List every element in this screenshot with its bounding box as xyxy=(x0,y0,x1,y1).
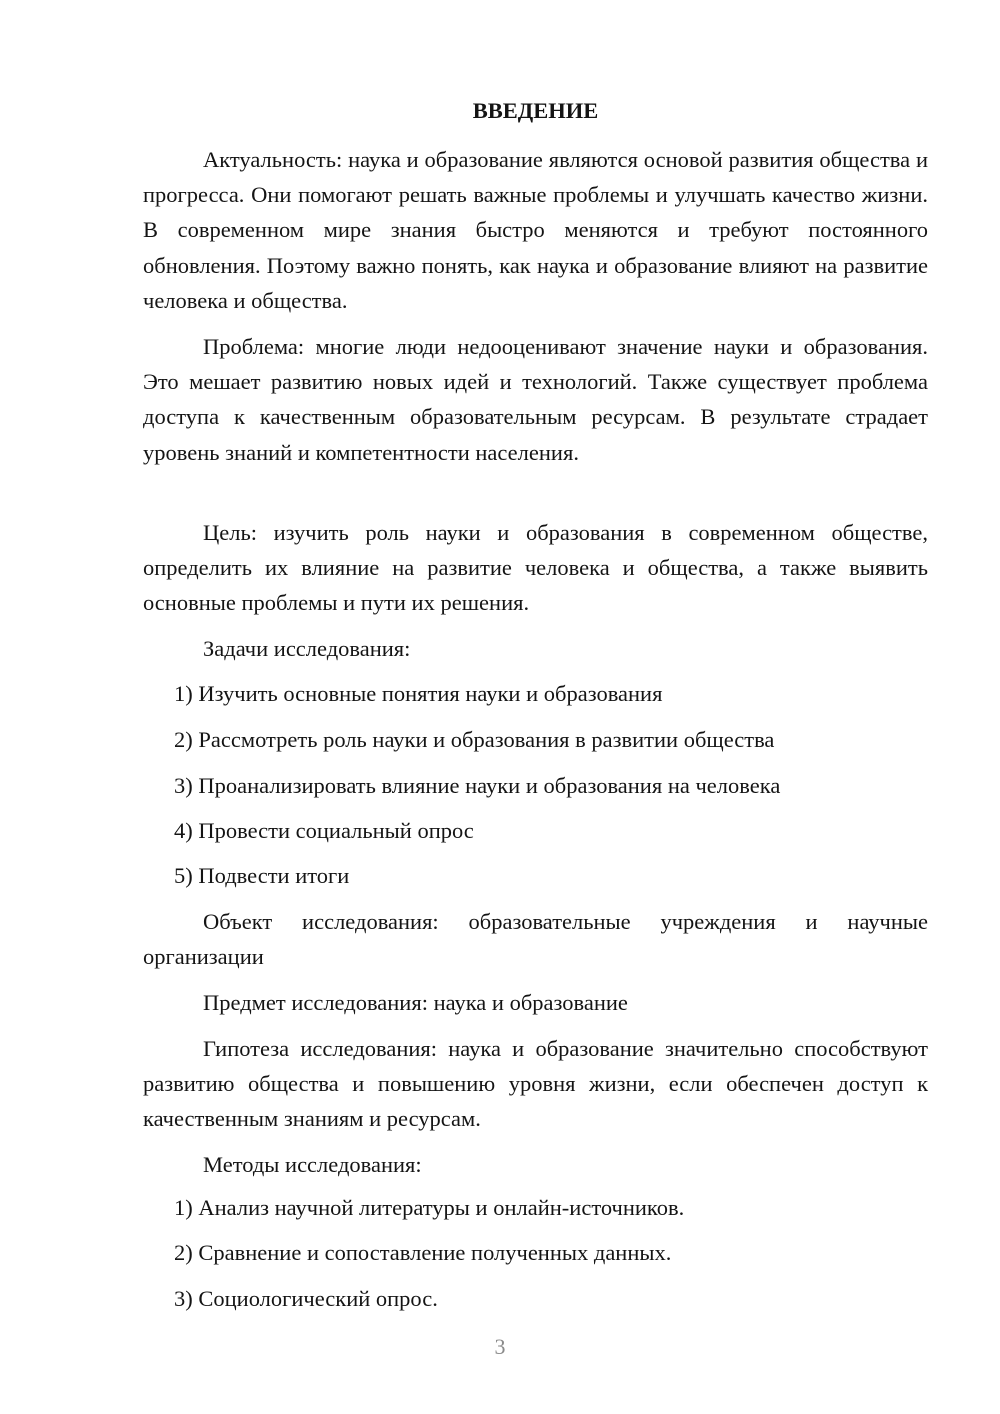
task-item-3: 3) Проанализировать влияние науки и образования на человека xyxy=(174,773,781,798)
goal-paragraph: Цель: изучить роль науки и образования в современном обществе, определить их влияние на развитие человека и общества, а также выявить основные проблемы и пути их решения. xyxy=(143,520,928,616)
task-item-2: 2) Рассмотреть роль науки и образования в развитии общества xyxy=(174,727,775,752)
task-item-1: 1) Изучить основные понятия науки и образования xyxy=(174,681,663,706)
method-item-2: 2) Сравнение и сопоставление полученных данных. xyxy=(174,1240,672,1265)
task-item-5: 5) Подвести итоги xyxy=(174,863,350,888)
method-item-1: 1) Анализ научной литературы и онлайн-источников. xyxy=(174,1195,685,1220)
task-item-4: 4) Провести социальный опрос xyxy=(174,818,474,843)
page-number: 3 xyxy=(494,1334,506,1359)
object-paragraph: Объект исследования: образовательные учреждения и научные организации xyxy=(143,909,928,970)
page-title: ВВЕДЕНИЕ xyxy=(472,98,599,123)
subject-paragraph: Предмет исследования: наука и образование xyxy=(203,990,628,1015)
problem-paragraph: Проблема: многие люди недооценивают значение науки и образования. Это мешает развитию новых идей и технологий. Также существует проблема доступа к качественным образовательным ресурсам. В результате страдает уровень знаний и компетентности населения. xyxy=(143,334,928,465)
methods-heading: Методы исследования: xyxy=(203,1152,422,1177)
hypothesis-paragraph: Гипотеза исследования: наука и образование значительно способствуют развитию общества и повышению уровня жизни, если обеспечен доступ к качественным знаниям и ресурсам. xyxy=(143,1036,928,1132)
tasks-heading: Задачи исследования: xyxy=(203,636,411,661)
relevance-paragraph: Актуальность: наука и образование являются основой развития общества и прогресса. Они помогают решать важные проблемы и улучшать качество жизни. В современном мире знания быстро меняются и требуют постоянного обновления. Поэтому важно понять, как наука и образование влияют на развитие человека и общества. xyxy=(143,147,928,313)
method-item-3: 3) Социологический опрос. xyxy=(174,1286,438,1311)
